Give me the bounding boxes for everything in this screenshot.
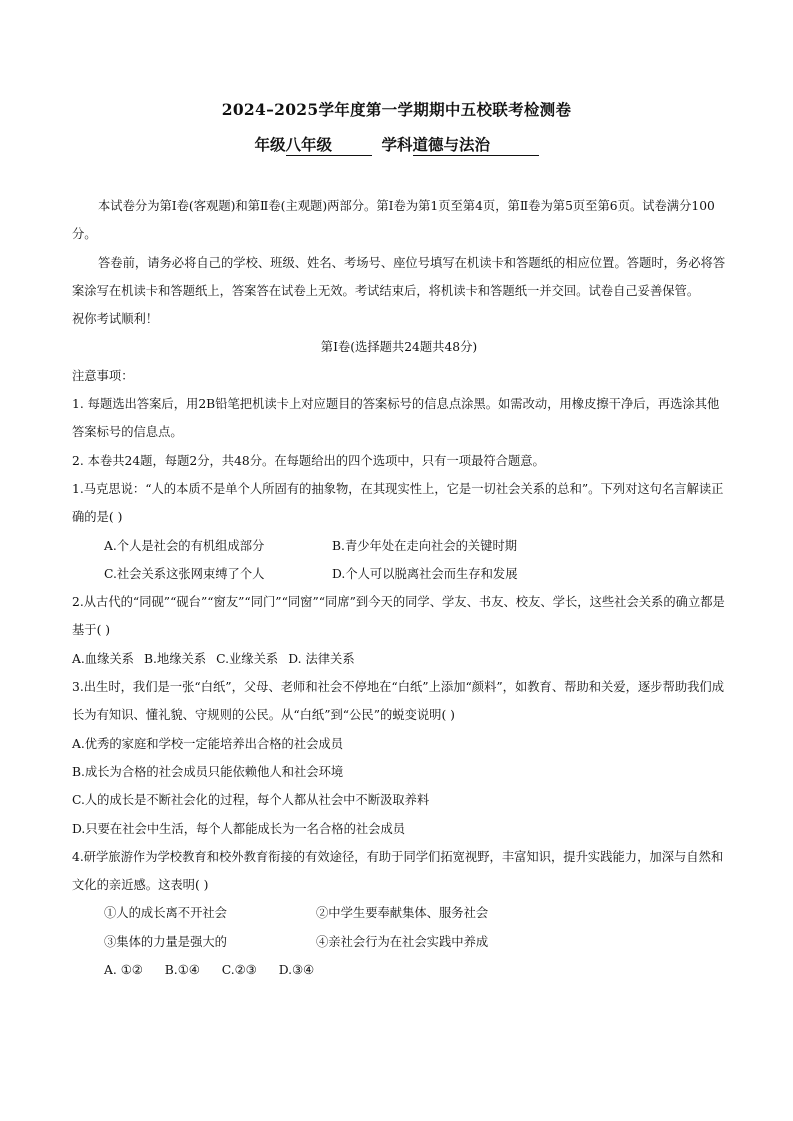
section-heading: 第Ⅰ卷(选择题共24题共48分)	[320, 340, 478, 355]
notice-item-2: 2. 本卷共24题，每题2分，共48分。在每题给出的四个选项中，只有一项最符合题意。	[72, 453, 545, 468]
good-luck-text: 祝你考试顺利！	[72, 312, 159, 327]
question-3-stem: 3.出生时，我们是一张“白纸”，父母、老师和社会不停地在“白纸”上添加“颜料”，如教育、帮助和关爱，逐步帮助我们成长为有知识、懂礼貌、守规则的公民。从“白纸”到“公民”的蜕变说明( )	[72, 680, 725, 723]
q2-option-c: C.业缘关系	[216, 651, 279, 666]
notice-item-1: 1. 每题选出答案后，用2B铅笔把机读卡上对应题目的答案标号的信息点涂黑。如需改动，用橡皮擦干净后，再选涂其他答案标号的信息点。	[72, 397, 720, 440]
instruction-paragraph-2: 答卷前，请务必将自己的学校、班级、姓名、考场号、座位号填写在机读卡和答题纸的相应位置。答题时，务必将答案涂写在机读卡和答题纸上，答案答在试卷上无效。考试结束后，将机读卡和答题纸一并交回。试卷自己妥善保管。	[72, 255, 726, 298]
exam-title: 2024–2025学年度第一学期期中五校联考检测卷	[221, 100, 572, 119]
subject-value: 道德与法治	[413, 133, 539, 156]
question-1-options-row-2	[72, 560, 726, 588]
q1-option-c: C.社会关系这张网束缚了个人	[104, 566, 265, 581]
q3-option-d: D.只要在社会中生活，每个人都能成长为一名合格的社会成员	[72, 821, 406, 836]
q1-option-b: B.青少年处在走向社会的关键时期	[332, 538, 518, 553]
question-1-options-row-1	[72, 532, 726, 560]
q1-option-a: A.个人是社会的有机组成部分	[104, 538, 265, 553]
q1-option-d: D.个人可以脱离社会而生存和发展	[332, 566, 518, 581]
question-2-stem: 2.从古代的“同砚”“砚台”“窗友”“同门”“同窗”“同席”到今天的同学、学友、书友、校友、学长，这些社会关系的确立都是基于( )	[72, 595, 725, 638]
q4-option-a: A. ①②	[104, 963, 143, 978]
question-4-statements-row-1	[72, 899, 726, 927]
q2-option-a: A.血缘关系	[72, 651, 134, 666]
q2-option-b: B.地缘关系	[143, 651, 207, 666]
exam-body	[72, 192, 726, 984]
grade-label: 年级	[254, 135, 286, 154]
instruction-paragraph-1: 本试卷分为第Ⅰ卷(客观题)和第Ⅱ卷(主观题)两部分。第Ⅰ卷为第1页至第4页，第Ⅱ卷为第5页至第6页。试卷满分100分。	[72, 199, 715, 242]
q4-statement-4: ④亲社会行为在社会实践中养成	[316, 934, 489, 949]
question-4-options	[72, 956, 726, 984]
q4-statement-1: ①人的成长离不开社会	[104, 906, 227, 921]
question-1-stem: 1.马克思说：“人的本质不是单个人所固有的抽象物，在其现实性上，它是一切社会关系的总和”。下列对这句名言解读正确的是( )	[72, 481, 724, 525]
subject-label: 学科	[381, 135, 413, 154]
question-4-stem: 4.研学旅游作为学校教育和校外教育衔接的有效途径，有助于同学们拓宽视野，丰富知识，提升实践能力，加深与自然和文化的亲近感。这表明( )	[72, 849, 724, 893]
notice-title: 注意事项：	[72, 368, 134, 383]
q2-option-d: D. 法律关系	[288, 651, 355, 666]
q3-option-b: B.成长为合格的社会成员只能依赖他人和社会环境	[72, 764, 344, 779]
q4-option-d: D.③④	[278, 963, 315, 978]
q4-statement-2: ②中学生要奉献集体、服务社会	[316, 906, 489, 921]
grade-subject-line	[0, 133, 793, 156]
question-2-options	[72, 645, 726, 673]
q3-option-a: A.优秀的家庭和学校一定能培养出合格的社会成员	[72, 736, 344, 751]
grade-value: 八年级	[286, 133, 372, 156]
question-4-statements-row-2	[72, 928, 726, 956]
q3-option-c: C.人的成长是不断社会化的过程，每个人都从社会中不断汲取养料	[72, 793, 430, 808]
q4-statement-3: ③集体的力量是强大的	[104, 934, 227, 949]
q4-option-c: C.②③	[221, 963, 257, 978]
q4-option-b: B.①④	[164, 963, 200, 978]
